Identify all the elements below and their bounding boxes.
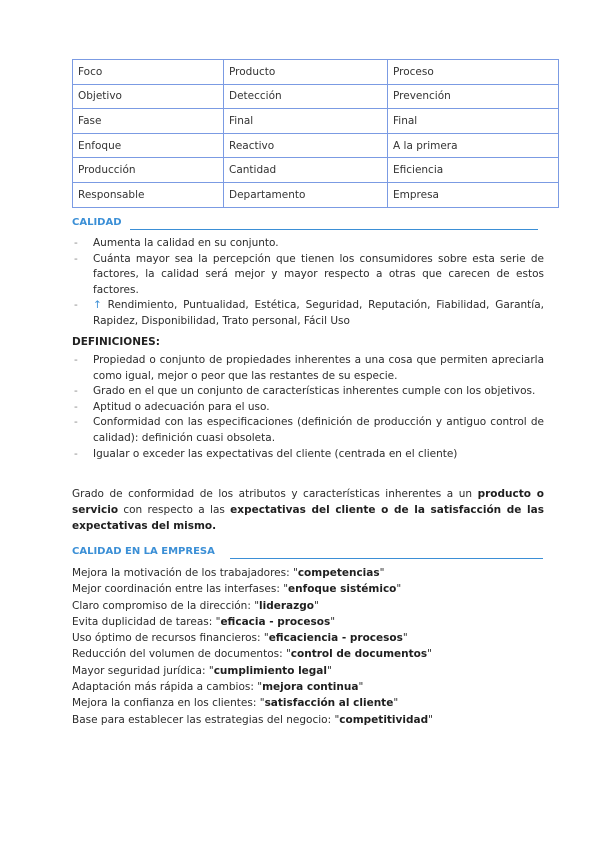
table-row [73, 133, 559, 158]
list-item: Adaptación más rápida a cambios: "mejora continua" [72, 681, 364, 694]
list-item: Mejor coordinación entre las interfases: "enfoque sistémico" [72, 583, 402, 596]
list-item: - Aumenta la calidad en su conjunto. [72, 236, 544, 252]
list-item: - Propiedad o conjunto de propiedades inherentes a una cosa que permiten apreciarla como igual, mejor o peor que las restantes de su especie. [74, 354, 544, 382]
table-row [73, 109, 559, 134]
table-cell: Final [224, 109, 388, 134]
table-cell: Producto [224, 60, 388, 85]
dash-marker: - [74, 252, 78, 265]
table-cell: Enfoque [73, 133, 224, 158]
table-cell: Eficiencia [388, 158, 559, 183]
dash-marker: - [74, 237, 78, 249]
table-cell: Prevención [388, 84, 559, 109]
table-row [73, 60, 559, 85]
list-item: Uso óptimo de recursos financieros: "eficaciencia - procesos" [72, 632, 408, 645]
dash-marker: - [74, 400, 78, 413]
table-row [73, 84, 559, 109]
heading-rule [130, 229, 538, 230]
calidad-list [72, 236, 544, 330]
table-cell: Foco [73, 60, 224, 85]
table-cell: Objetivo [73, 84, 224, 109]
definiciones-list [72, 353, 544, 462]
list-item: Evita duplicidad de tareas: "eficacia - procesos" [72, 615, 336, 628]
table-cell: Detección [224, 84, 388, 109]
list-item: Mayor seguridad jurídica: "cumplimiento legal" [72, 664, 332, 677]
table-cell: Empresa [388, 182, 559, 207]
list-item: Reducción del volumen de documentos: "control de documentos" [72, 648, 432, 661]
table-row [73, 158, 559, 183]
empresa-benefits-list [72, 565, 433, 728]
arrow-up-icon: ↑ [93, 299, 102, 312]
section-heading-calidad: CALIDAD [72, 217, 122, 228]
list-item: Mejora la confianza en los clientes: "satisfacción al cliente" [72, 697, 399, 710]
table-row [73, 182, 559, 207]
heading-rule [230, 558, 543, 559]
list-item: - Cuánta mayor sea la percepción que tienen los consumidores sobre esta serie de factores, la calidad será mejor y mayor respecto a otras que carecen de estos factores. [74, 252, 544, 296]
dash-marker: - [74, 354, 78, 366]
table-cell: Fase [73, 109, 224, 134]
table-cell: Reactivo [224, 133, 388, 158]
table-cell: Final [388, 109, 559, 134]
comparison-table [72, 59, 559, 208]
list-item: - Aptitud o adecuación para el uso. [72, 400, 544, 416]
list-item: - Igualar o exceder las expectativas del cliente (centrada en el cliente) [72, 447, 544, 463]
dash-marker: - [74, 416, 78, 429]
definition-summary: Grado de conformidad de los atributos y características inherentes a un producto o servicio con respecto a las expectativas del cliente o de la satisfacción de las expectativas del mismo. [72, 488, 544, 532]
table-cell: A la primera [388, 133, 559, 158]
list-item: Base para establecer las estrategias del negocio: "competitividad" [72, 713, 433, 726]
table-cell: Cantidad [224, 158, 388, 183]
table-cell: Proceso [388, 60, 559, 85]
table-cell: Responsable [73, 182, 224, 207]
list-item: - Grado en el que un conjunto de características inherentes cumple con los objetivos. [72, 384, 544, 400]
list-item: Mejora la motivación de los trabajadores: "competencias" [72, 567, 385, 579]
dash-marker: - [74, 385, 78, 398]
section-heading-empresa: CALIDAD EN LA EMPRESA [72, 546, 215, 557]
table-cell: Producción [73, 158, 224, 183]
list-item: - ↑ Rendimiento, Puntualidad, Estética, Seguridad, Reputación, Fiabilidad, Garantía, Rapidez, Disponibilidad, Trato personal, Fácil Uso [74, 299, 544, 327]
list-item: - Conformidad con las especificaciones (definición de producción y antiguo control de calidad): definición cuasi obsoleta. [74, 416, 544, 444]
list-item: Claro compromiso de la dirección: "liderazgo" [72, 599, 319, 612]
definiciones-heading: DEFINICIONES: [72, 336, 160, 348]
dash-marker: - [74, 299, 78, 312]
dash-marker: - [74, 447, 78, 460]
table-cell: Departamento [224, 182, 388, 207]
